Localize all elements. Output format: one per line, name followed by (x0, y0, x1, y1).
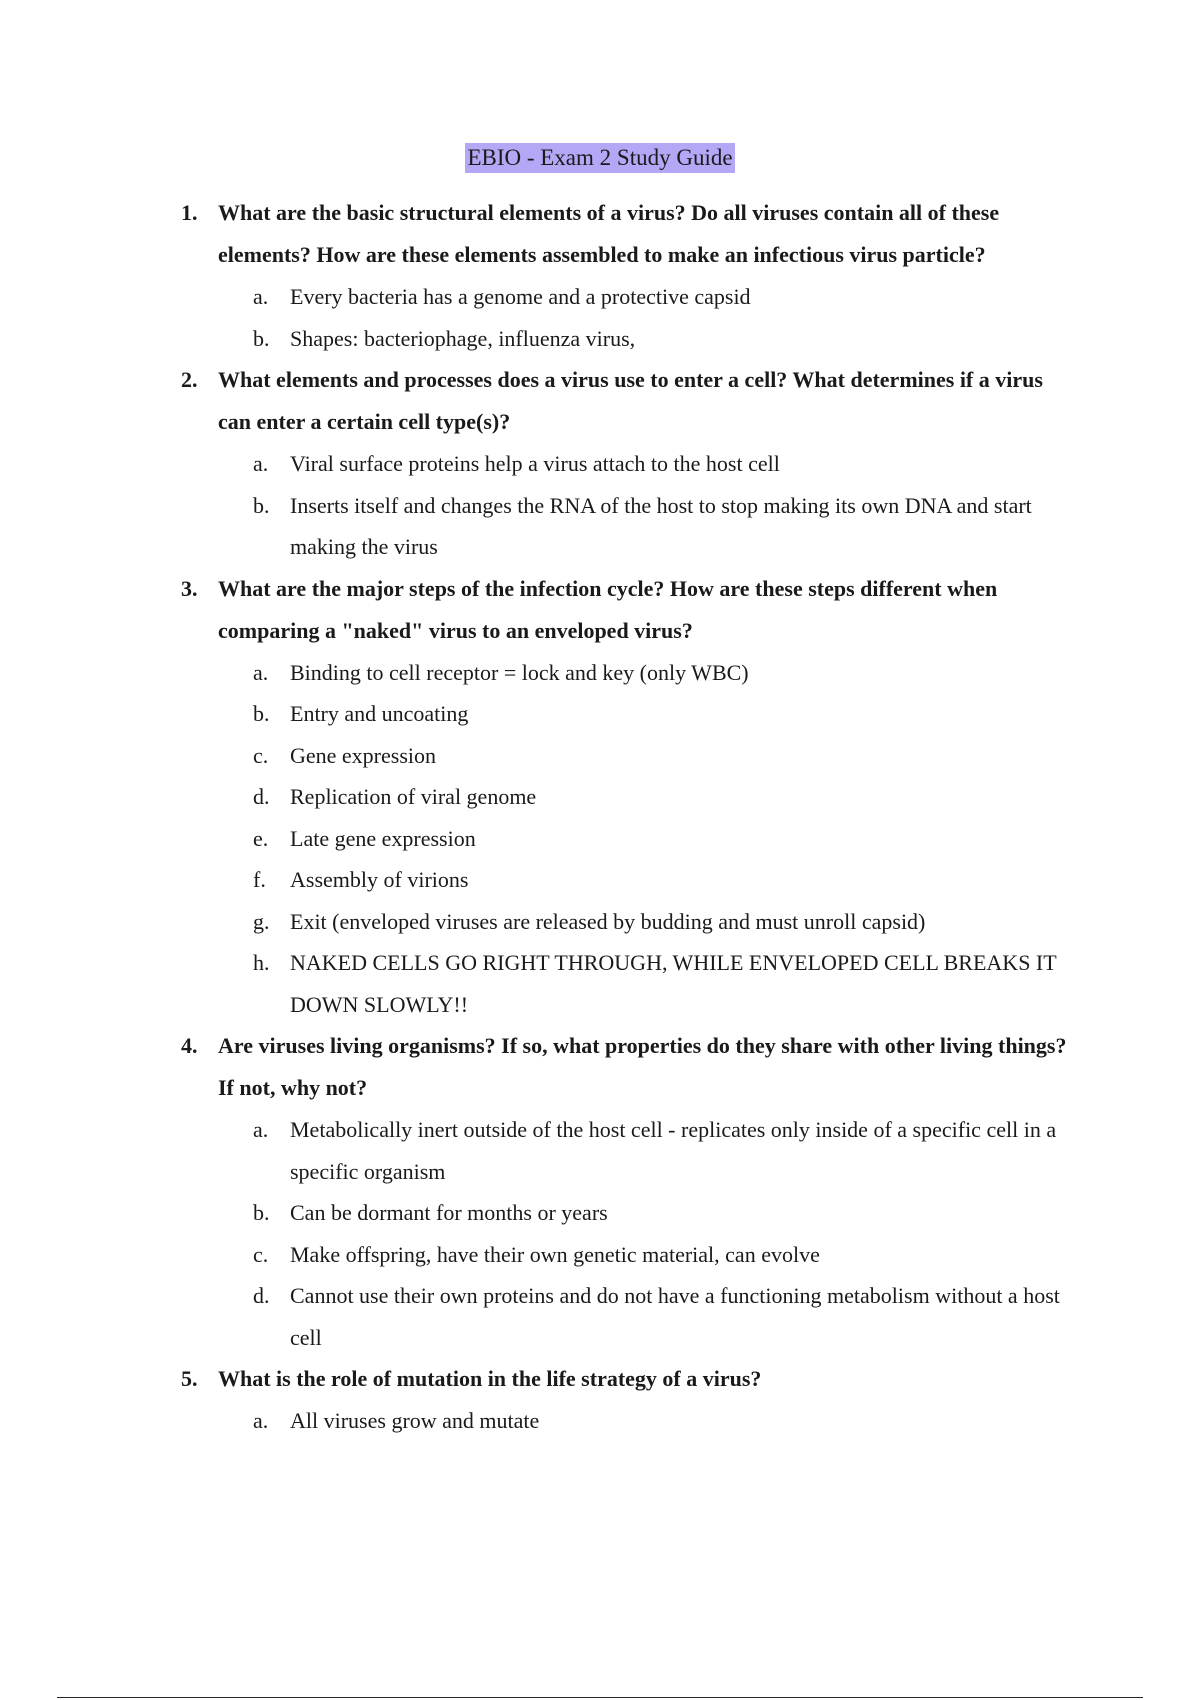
answer-item (181, 735, 1081, 777)
answer-text: Replication of viral genome (290, 784, 537, 809)
answer-item (181, 1109, 1081, 1192)
answer-text: Assembly of virions (290, 867, 469, 892)
answer-letter: b. (253, 701, 270, 726)
question-text: What are the major steps of the infection cycle? How are these steps different when comparing a "naked" virus to an enveloped virus? (218, 575, 998, 643)
answer-list (181, 1400, 1081, 1442)
answer-text: Gene expression (290, 742, 437, 768)
answer-item (181, 818, 1081, 860)
answer-text: Inserts itself and changes the RNA of the host to stop making its own DNA and start making the virus (290, 492, 1032, 559)
page-bottom-rule (57, 1697, 1143, 1698)
answer-text: NAKED CELLS GO RIGHT THROUGH, WHILE ENVELOPED CELL BREAKS IT DOWN SLOWLY!! (290, 950, 1057, 1017)
question-5 (181, 1358, 1081, 1442)
answer-item (181, 1192, 1081, 1234)
answer-item (181, 318, 1081, 360)
answer-item (181, 901, 1081, 943)
question-text: What elements and processes does a virus use to enter a cell? What determines if a virus can enter a certain cell type(s)? (218, 367, 1043, 434)
answer-item (181, 776, 1081, 818)
question-number: 1. (181, 200, 198, 225)
question-text: What are the basic structural elements of a virus? Do all viruses contain all of these elements? How are these elements assembled to make an infectious virus particle? (218, 200, 1000, 267)
question-number: 4. (181, 1033, 198, 1058)
answer-letter: c. (253, 742, 269, 768)
answer-letter: g. (253, 908, 270, 934)
answer-item (181, 276, 1081, 318)
question-2 (181, 359, 1081, 568)
question-list (181, 192, 1081, 1442)
answer-letter: a. (253, 1117, 269, 1142)
answer-letter: a. (253, 659, 269, 685)
answer-text: Can be dormant for months or years (290, 1200, 608, 1225)
document-title: EBIO - Exam 2 Study Guide (465, 143, 734, 173)
answer-item (181, 443, 1081, 485)
answer-letter: d. (253, 784, 270, 809)
question-number: 2. (181, 367, 198, 392)
answer-text: Shapes: bacteriophage, influenza virus, (290, 325, 636, 351)
answer-text: Metabolically inert outside of the host cell - replicates only inside of a specific cell in a specific organism (290, 1117, 1057, 1184)
answer-letter: b. (253, 325, 270, 351)
answer-text: Entry and uncoating (290, 701, 469, 726)
answer-item (181, 859, 1081, 901)
answer-item (181, 942, 1081, 1025)
answer-text: All viruses grow and mutate (290, 1408, 540, 1433)
answer-text: Cannot use their own proteins and do not have a functioning metabolism without a host cell (290, 1283, 1060, 1350)
answer-text: Every bacteria has a genome and a protective capsid (290, 284, 751, 309)
answer-letter: e. (253, 825, 269, 851)
answer-text: Make offspring, have their own genetic material, can evolve (290, 1241, 820, 1267)
question-text: What is the role of mutation in the life strategy of a virus? (218, 1366, 762, 1391)
answer-text: Binding to cell receptor = lock and key (only WBC) (290, 659, 749, 685)
answer-text: Viral surface proteins help a virus attach to the host cell (290, 451, 780, 476)
answer-letter: c. (253, 1241, 269, 1267)
question-number: 3. (181, 575, 198, 601)
answer-letter: a. (253, 1408, 269, 1433)
answer-letter: b. (253, 1200, 270, 1225)
answer-item (181, 485, 1081, 568)
question-number: 5. (181, 1366, 198, 1391)
answer-letter: a. (253, 284, 269, 309)
answer-letter: a. (253, 451, 269, 476)
answer-list (181, 1109, 1081, 1358)
answer-letter: d. (253, 1283, 270, 1308)
title-container (0, 143, 1200, 173)
question-1 (181, 192, 1081, 359)
answer-text: Exit (enveloped viruses are released by budding and must unroll capsid) (290, 908, 926, 934)
answer-list (181, 276, 1081, 359)
answer-item (181, 1400, 1081, 1442)
question-3 (181, 568, 1081, 1026)
question-text: Are viruses living organisms? If so, what properties do they share with other living things? If not, why not? (218, 1033, 1067, 1100)
answer-list (181, 443, 1081, 568)
answer-item (181, 1234, 1081, 1276)
answer-text: Late gene expression (290, 825, 476, 851)
answer-letter: h. (253, 950, 270, 975)
answer-item (181, 1275, 1081, 1358)
answer-letter: f. (253, 867, 266, 892)
answer-item (181, 652, 1081, 694)
question-4 (181, 1025, 1081, 1358)
answer-letter: b. (253, 492, 270, 518)
answer-list (181, 652, 1081, 1026)
answer-item (181, 693, 1081, 735)
